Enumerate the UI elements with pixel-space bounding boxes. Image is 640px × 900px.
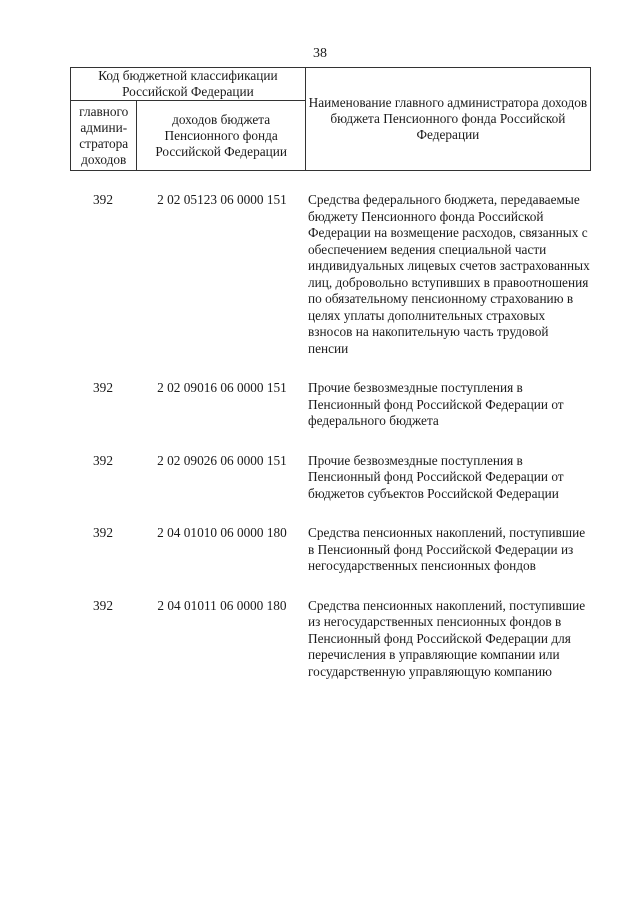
table-row bbox=[70, 525, 591, 575]
row-description: Прочие безвозмездные поступления в Пенсионный фонд Российской Федерации от бюджетов субъектов Российской Федерации bbox=[308, 452, 564, 501]
table-header bbox=[70, 67, 591, 171]
row-classification-code: 2 04 01011 06 0000 180 bbox=[157, 597, 287, 613]
row-admin-code: 392 bbox=[93, 380, 113, 395]
row-description: Средства пенсионных накоплений, поступившие из негосударственных пенсионных фондов в Пенсионный фонд Российской Федерации для перечисления в управляющие компании или государственную управляющую компанию bbox=[308, 597, 586, 679]
row-admin-code: 392 bbox=[93, 192, 113, 207]
header-income-column: доходов бюджета Пенсионного фонда Российской Федерации bbox=[137, 101, 305, 171]
table-body bbox=[70, 192, 591, 703]
row-admin-code: 392 bbox=[93, 597, 113, 613]
row-description: Прочие безвозмездные поступления в Пенсионный фонд Российской Федерации от федерального бюджета bbox=[308, 380, 564, 428]
row-classification-code: 2 04 01010 06 0000 180 bbox=[157, 525, 287, 540]
table-row bbox=[70, 380, 591, 430]
row-classification-code: 2 02 09016 06 0000 151 bbox=[157, 380, 287, 395]
page-number: 38 bbox=[313, 46, 327, 61]
table-row bbox=[70, 192, 591, 357]
row-admin-code: 392 bbox=[93, 525, 113, 540]
header-name-column: Наименование главного администратора доходов бюджета Пенсионного фонда Российской Федерации bbox=[305, 68, 590, 171]
row-description: Средства пенсионных накоплений, поступившие в Пенсионный фонд Российской Федерации из негосударственных пенсионных фондов bbox=[308, 525, 586, 573]
row-classification-code: 2 02 09026 06 0000 151 bbox=[157, 452, 287, 468]
table-row bbox=[70, 598, 591, 681]
table-row bbox=[70, 453, 591, 503]
row-admin-code: 392 bbox=[93, 452, 113, 468]
header-group-title: Код бюджетной классификации Российской Федерации bbox=[71, 68, 306, 101]
header-admin-column: главного админи-стратора доходов bbox=[71, 101, 137, 171]
row-classification-code: 2 02 05123 06 0000 151 bbox=[157, 192, 287, 207]
row-description: Средства федерального бюджета, передаваемые бюджету Пенсионного фонда Российской Федерации на возмещение расходов, связанных с обеспечением ведения специальной части индивидуальных лицевых счетов застрахованных лиц, добровольно вступивших в правоотношения по обязательному пенсионному страхованию в целях уплаты дополнительных страховых взносов на накопительную часть трудовой пенсии bbox=[308, 192, 590, 356]
